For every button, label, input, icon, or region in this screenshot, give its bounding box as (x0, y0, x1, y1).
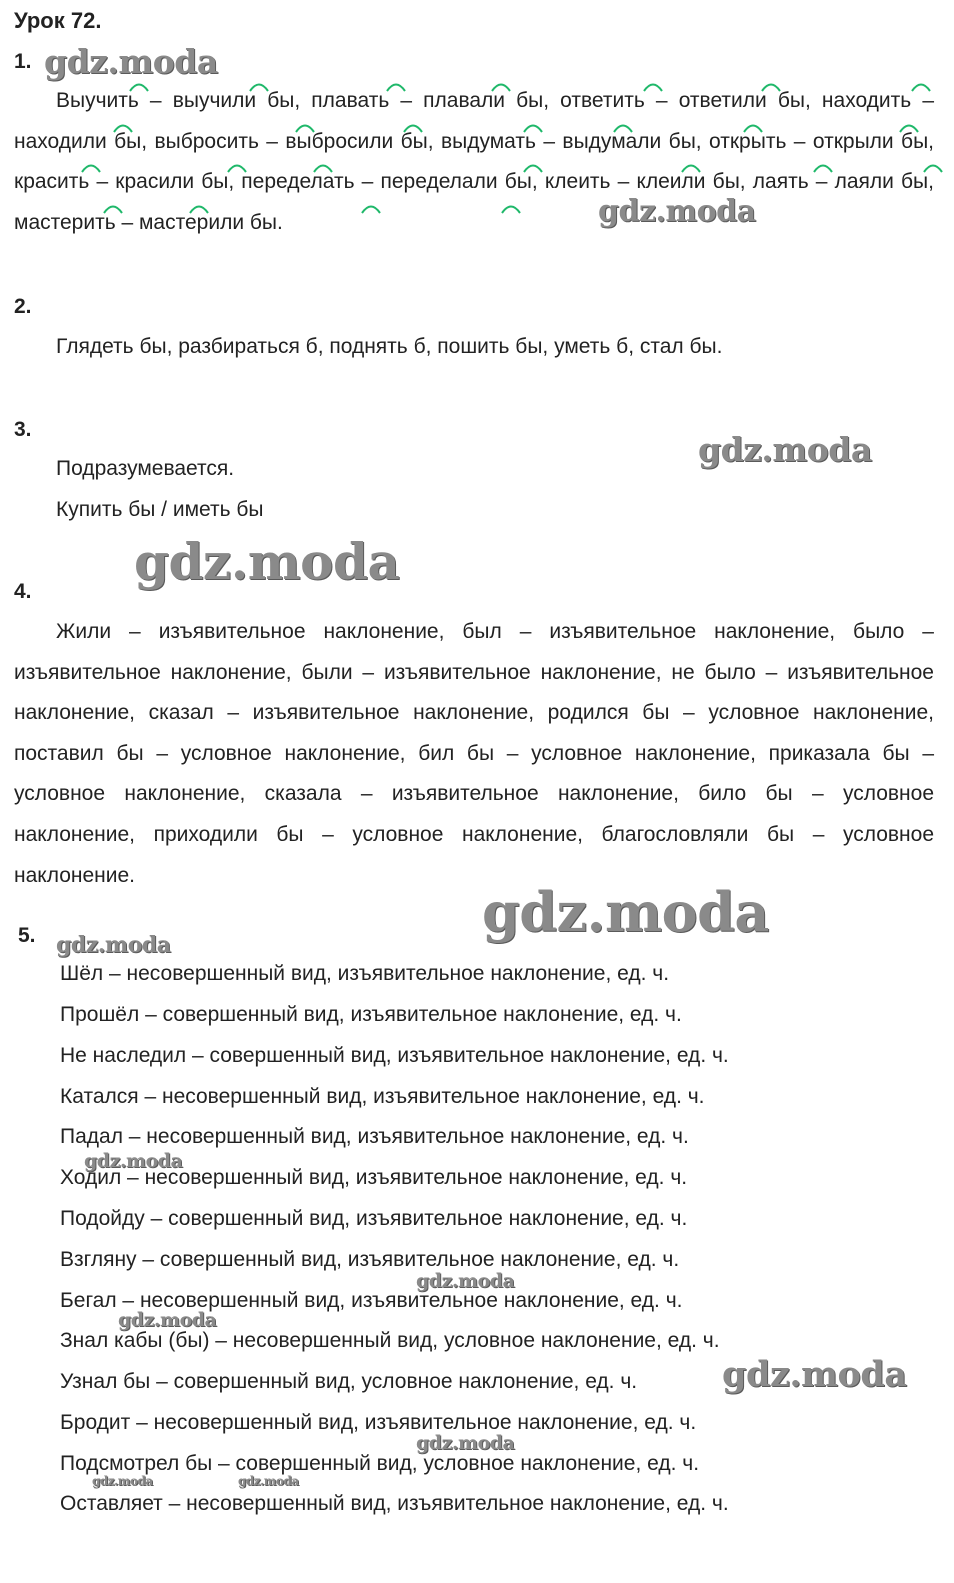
task-5-line: Падал – несовершенный вид, изъявительное наклонение, ед. ч. (60, 1125, 689, 1148)
watermark: gdz.moda (118, 1309, 217, 1331)
suffix-caret-icon (642, 80, 664, 92)
suffix-caret-icon (500, 202, 522, 214)
suffix-caret-icon (80, 161, 102, 173)
suffix-caret-icon (812, 161, 834, 173)
lesson-title: Урок 72. (14, 8, 102, 33)
task-4-text: Жили – изъявительное наклонение, был – изъявительное наклонение, было – изъявительное наклонение, были – изъявительное наклонение, не было – изъявительное наклонение, сказал – изъявительное наклонение, родился бы – условное наклонение, поставил бы – условное наклонение, бил бы – условное наклонение, приказала бы – условное наклонение, сказала – изъявительное наклонение, било бы – условное наклонение, приходили бы – условное наклонение, благословляли бы – условное наклонение. (14, 620, 934, 887)
suffix-caret-icon (226, 161, 248, 173)
suffix-caret-icon (680, 161, 702, 173)
task-3-line: Купить бы / иметь бы (56, 498, 264, 521)
task-5-line: Бродит – несовершенный вид, изъявительное наклонение, ед. ч. (60, 1411, 697, 1434)
suffix-caret-icon (898, 121, 920, 133)
task-1-text: Выучить – выучили бы, плавать – плавали бы, ответить – ответили бы, находить – находили бы, выбросить – выбросили бы, выдумать – выдумали бы, открыть – открыли бы, красить – красили бы, переделать – переделали бы, клеить – клеили бы, лаять – лаяли бы, мастерить – мастерили бы. (14, 89, 934, 234)
suffix-caret-icon (402, 121, 424, 133)
watermark: gdz.moda (92, 1474, 153, 1488)
watermark: gdz.moda (482, 880, 769, 944)
suffix-caret-icon (294, 121, 316, 133)
watermark: gdz.moda (722, 1354, 907, 1395)
suffix-caret-icon (385, 80, 407, 92)
task-5-number: 5. (18, 924, 36, 947)
task-3-line: Подразумевается. (56, 457, 235, 480)
task-5-line: Взгляну – совершенный вид, изъявительное наклонение, ед. ч. (60, 1248, 680, 1271)
suffix-caret-icon (102, 202, 124, 214)
task-2-number: 2. (14, 295, 32, 318)
watermark: gdz.moda (698, 430, 872, 469)
suffix-caret-icon (612, 121, 634, 133)
task-2-text: Глядеть бы, разбираться б, поднять б, пошить бы, уметь б, стал бы. (56, 335, 723, 358)
suffix-caret-icon (922, 161, 944, 173)
task-5-line: Подсмотрел бы – совершенный вид, условное наклонение, ед. ч. (60, 1452, 700, 1475)
watermark: gdz.moda (416, 1270, 515, 1292)
task-5-line: Катался – несовершенный вид, изъявительное наклонение, ед. ч. (60, 1085, 705, 1108)
suffix-caret-icon (188, 202, 210, 214)
task-1-number: 1. (14, 50, 32, 73)
suffix-caret-icon (522, 121, 544, 133)
suffix-caret-icon (490, 80, 512, 92)
suffix-caret-icon (112, 121, 134, 133)
task-5-line: Не наследил – совершенный вид, изъявительное наклонение, ед. ч. (60, 1044, 729, 1067)
watermark: gdz.moda (598, 194, 756, 229)
task-5-line: Знал кабы (бы) – несовершенный вид, условное наклонение, ед. ч. (60, 1329, 720, 1352)
watermark: gdz.moda (238, 1474, 299, 1488)
task-5-line: Шёл – несовершенный вид, изъявительное наклонение, ед. ч. (60, 962, 670, 985)
suffix-caret-icon (760, 80, 782, 92)
watermark: gdz.moda (416, 1432, 515, 1454)
suffix-caret-icon (128, 80, 150, 92)
task-5-line: Подойду – совершенный вид, изъявительное наклонение, ед. ч. (60, 1207, 688, 1230)
suffix-caret-icon (742, 121, 764, 133)
task-5-line: Оставляет – несовершенный вид, изъявительное наклонение, ед. ч. (60, 1492, 729, 1515)
task-5-line: Бегал – несовершенный вид, изъявительное наклонение, ед. ч. (60, 1289, 683, 1312)
suffix-caret-icon (360, 202, 382, 214)
task-5-line: Узнал бы – совершенный вид, условное наклонение, ед. ч. (60, 1370, 638, 1393)
suffix-caret-icon (312, 161, 334, 173)
task-5-line: Прошёл – совершенный вид, изъявительное наклонение, ед. ч. (60, 1003, 682, 1026)
watermark: gdz.moda (44, 42, 218, 81)
task-5-line: Ходил – несовершенный вид, изъявительное наклонение, ед. ч. (60, 1166, 688, 1189)
suffix-caret-icon (910, 80, 932, 92)
suffix-caret-icon (248, 80, 270, 92)
watermark: gdz.moda (134, 532, 400, 591)
watermark: gdz.moda (84, 1150, 183, 1172)
task-4-number: 4. (14, 580, 32, 603)
task-3-number: 3. (14, 418, 32, 441)
suffix-caret-icon (522, 161, 544, 173)
watermark: gdz.moda (56, 932, 171, 958)
